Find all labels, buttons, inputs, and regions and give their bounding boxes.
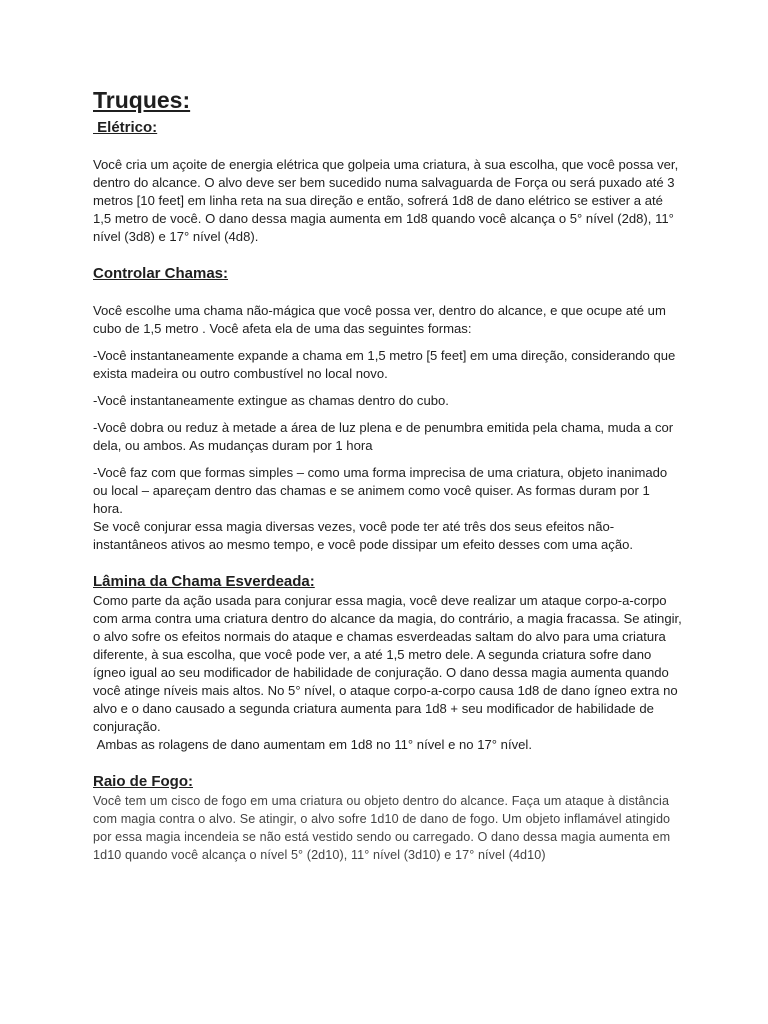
document-page [93, 86, 683, 864]
paragraph-controlar-note: Se você conjurar essa magia diversas vezes, você pode ter até três dos seus efeitos não-instantâneos ativos ao mesmo tempo, e você pode dissipar um efeito desses com uma ação. [93, 519, 634, 552]
heading-eletrico: Elétrico: [93, 119, 158, 136]
paragraph-raio-de-fogo: Você tem um cisco de fogo em uma criatura ou objeto dentro do alcance. Faça um ataque à distância com magia contra o alvo. Se atingir, o alvo sofre 1d10 de dano de fogo. Um objeto inflamável atingido por essa magia incendeia se não está vestido sendo ou carregado. O dano dessa magia aumenta em 1d10 quando você alcança o nível 5° (2d10), 11° nível (3d10) e 17° nível (4d10) [93, 794, 671, 862]
heading-raio-de-fogo: Raio de Fogo: [93, 773, 193, 790]
heading-lamina: Lâmina da Chama Esverdeada: [93, 573, 315, 590]
heading-controlar-chamas: Controlar Chamas: [93, 265, 229, 282]
paragraph-lamina: Como parte da ação usada para conjurar essa magia, você deve realizar um ataque corpo-a-corpo com arma contra uma criatura dentro do alcance da magia, do contrário, a magia fracassa. Se atingir, o alvo sofre os efeitos normais do ataque e chamas esverdeadas saltam do alvo para uma criatura diferente, à sua escolha, que você pode ver, a até 1,5 metro dele. A segunda criatura sofre dano ígneo igual ao seu modificador de habilidade de conjuração. O dano dessa magia aumenta quando você atinge níveis mais altos. No 5° nível, o ataque corpo-a-corpo causa 1d8 de dano ígneo extra no alvo e o dano causado a segunda criatura aumenta para 1d8 + seu modificador de habilidade de conjuração. [93, 593, 682, 734]
paragraph-eletrico: Você cria um açoite de energia elétrica que golpeia uma criatura, à sua escolha, que você possa ver, dentro do alcance. O alvo deve ser bem sucedido numa salvaguarda de Força ou será puxado até 3 metros [10 feet] em linha reta na sua direção e então, sofrerá 1d8 de dano elétrico se estiver a até 1,5 metro de você. O dano dessa magia aumenta em 1d8 quando você alcança o 5° nível (2d8), 11° nível (3d8) e 17° nível (4d8). [93, 157, 679, 244]
paragraph-controlar-intro: Você escolhe uma chama não-mágica que você possa ver, dentro do alcance, e que ocupe até um cubo de 1,5 metro . Você afeta ela de uma das seguintes formas: [93, 303, 666, 336]
paragraph-controlar-opt2: -Você instantaneamente extingue as chamas dentro do cubo. [93, 393, 449, 408]
paragraph-lamina-extra: Ambas as rolagens de dano aumentam em 1d8 no 11° nível e no 17° nível. [93, 737, 532, 752]
paragraph-controlar-opt1: -Você instantaneamente expande a chama em 1,5 metro [5 feet] em uma direção, considerando que exista madeira ou outro combustível no local novo. [93, 348, 676, 381]
page-title: Truques: [93, 87, 191, 113]
paragraph-controlar-opt3: -Você dobra ou reduz à metade a área de luz plena e de penumbra emitida pela chama, muda a cor dela, ou ambos. As mudanças duram por 1 hora [93, 420, 674, 453]
paragraph-controlar-opt4: -Você faz com que formas simples – como uma forma imprecisa de uma criatura, objeto inanimado ou local – apareçam dentro das chamas e se animem como você quiser. As formas duram por 1 hora. [93, 465, 668, 516]
